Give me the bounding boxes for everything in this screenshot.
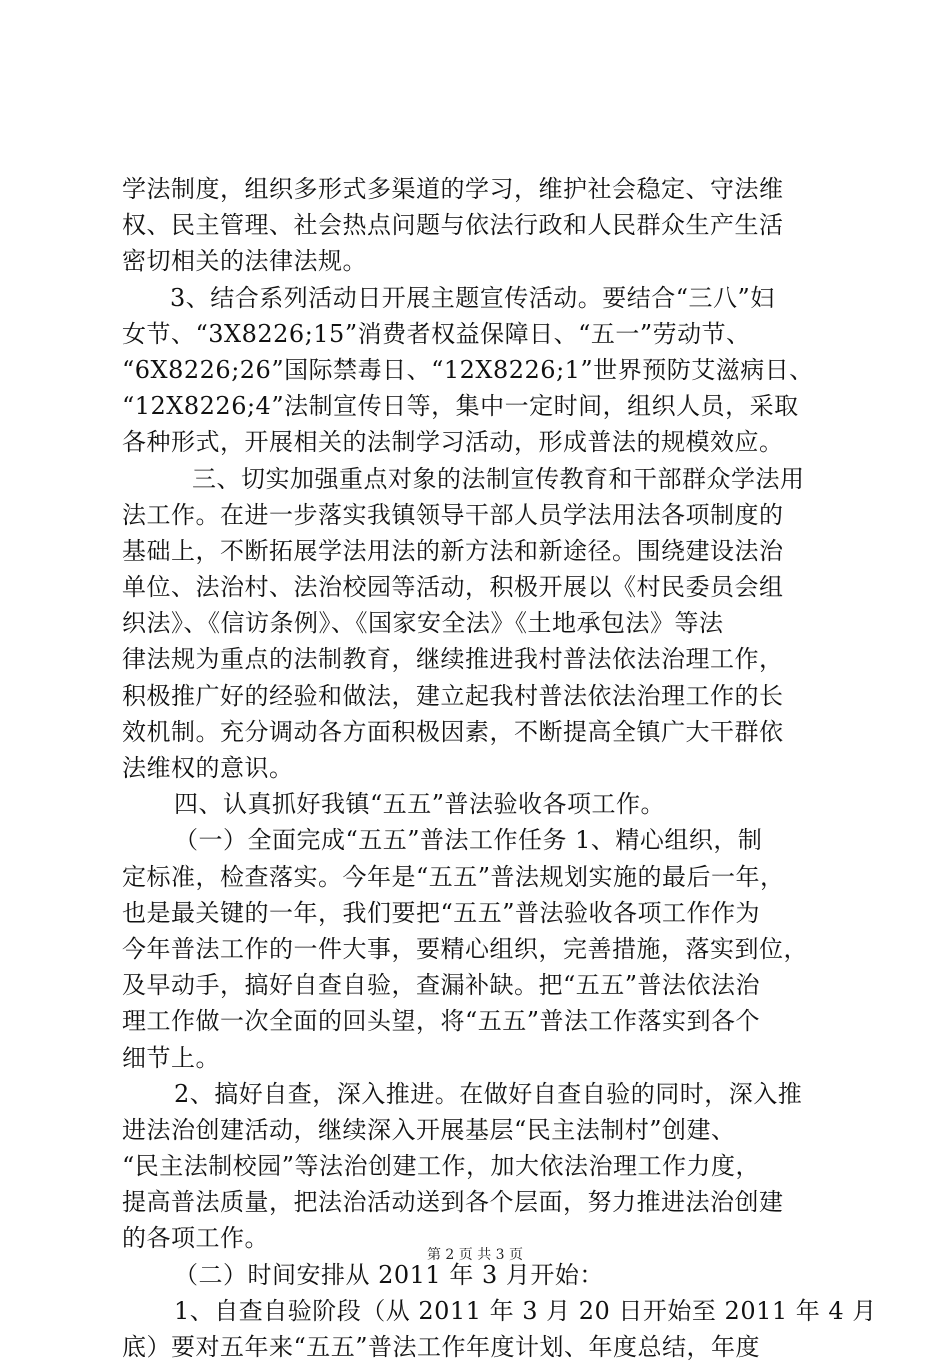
text-line: 今年普法工作的一件大事，要精心组织，完善措施，落实到位， xyxy=(122,934,808,963)
text-line: 1、自查自验阶段（从 2011 年 3 月 20 日开始至 2011 年 4 月 xyxy=(174,1296,877,1325)
text-line: 律法规为重点的法制教育，继续推进我村普法依法治理工作， xyxy=(122,645,784,674)
text-line: “6X8226;26”国际禁毒日、“12X8226;1”世界预防艾滋病日、 xyxy=(122,355,814,384)
text-line: “12X8226;4”法制宣传日等，集中一定时间，组织人员，采取 xyxy=(122,392,799,421)
text-line: 单位、法治村、法治校园等活动，积极开展以《村民委员会组 xyxy=(122,573,784,602)
text-line: 法维权的意识。 xyxy=(122,754,294,782)
text-line: 的各项工作。 xyxy=(122,1224,269,1253)
text-line: 细节上。 xyxy=(122,1043,220,1072)
text-line: 各种形式，开展相关的法制学习活动，形成普法的规模效应。 xyxy=(122,428,784,457)
text-line: 权、民主管理、社会热点问题与依法行政和人民群众生产生活 xyxy=(122,211,784,240)
text-line: 积极推广好的经验和做法，建立起我村普法依法治理工作的长 xyxy=(122,681,784,710)
text-line: 2、搞好自查，深入推进。在做好自查自验的同时，深入推 xyxy=(174,1079,803,1108)
text-line: 织法》、《信访条例》、《国家安全法》《土地承包法》等法 xyxy=(122,609,724,638)
text-line: 学法制度，组织多形式多渠道的学习，维护社会稳定、守法维 xyxy=(122,175,784,203)
text-line: 密切相关的法律法规。 xyxy=(122,247,367,276)
text-line: （二）时间安排从 2011 年 3 月开始： xyxy=(174,1260,604,1289)
text-line: 底）要对五年来“五五”普法工作年度计划、年度总结，年度 xyxy=(122,1333,761,1361)
text-line: 定标准，检查落实。今年是“五五”普法规划实施的最后一年， xyxy=(122,862,785,891)
text-line: 法工作。在进一步落实我镇领导干部人员学法用法各项制度的 xyxy=(122,500,784,529)
text-line: 效机制。充分调动各方面积极因素，不断提高全镇广大干群依 xyxy=(122,717,784,746)
text-line: 理工作做一次全面的回头望，将“五五”普法工作落实到各个 xyxy=(122,1007,761,1036)
text-line: 也是最关键的一年，我们要把“五五”普法验收各项工作作为 xyxy=(122,898,761,927)
text-line: 基础上，不断拓展学法用法的新方法和新途径。围绕建设法治 xyxy=(122,536,784,565)
text-line: 3、结合系列活动日开展主题宣传活动。要结合“三八”妇 xyxy=(170,283,775,312)
text-line: （一）全面完成“五五”普法工作任务 1、精心组织，制 xyxy=(174,826,763,855)
text-line: 提高普法质量，把法治活动送到各个层面，努力推进法治创建 xyxy=(122,1188,784,1217)
document-body xyxy=(122,171,877,1365)
text-line: 三、切实加强重点对象的法制宣传教育和干部群众学法用 xyxy=(192,464,805,493)
text-line: 及早动手，搞好自查自验，查漏补缺。把“五五”普法依法治 xyxy=(122,971,761,1000)
text-line: 四、认真抓好我镇“五五”普法验收各项工作。 xyxy=(174,790,666,819)
text-line: 女节、“3X8226;15”消费者权益保障日、“五一”劳动节、 xyxy=(122,319,751,348)
text-line: 进法治创建活动，继续深入开展基层“民主法制村”创建、 xyxy=(122,1115,736,1144)
text-line: “民主法制校园”等法治创建工作，加大依法治理工作力度， xyxy=(122,1152,761,1181)
page-footer: 第 2 页 共 3 页 xyxy=(426,1247,524,1263)
